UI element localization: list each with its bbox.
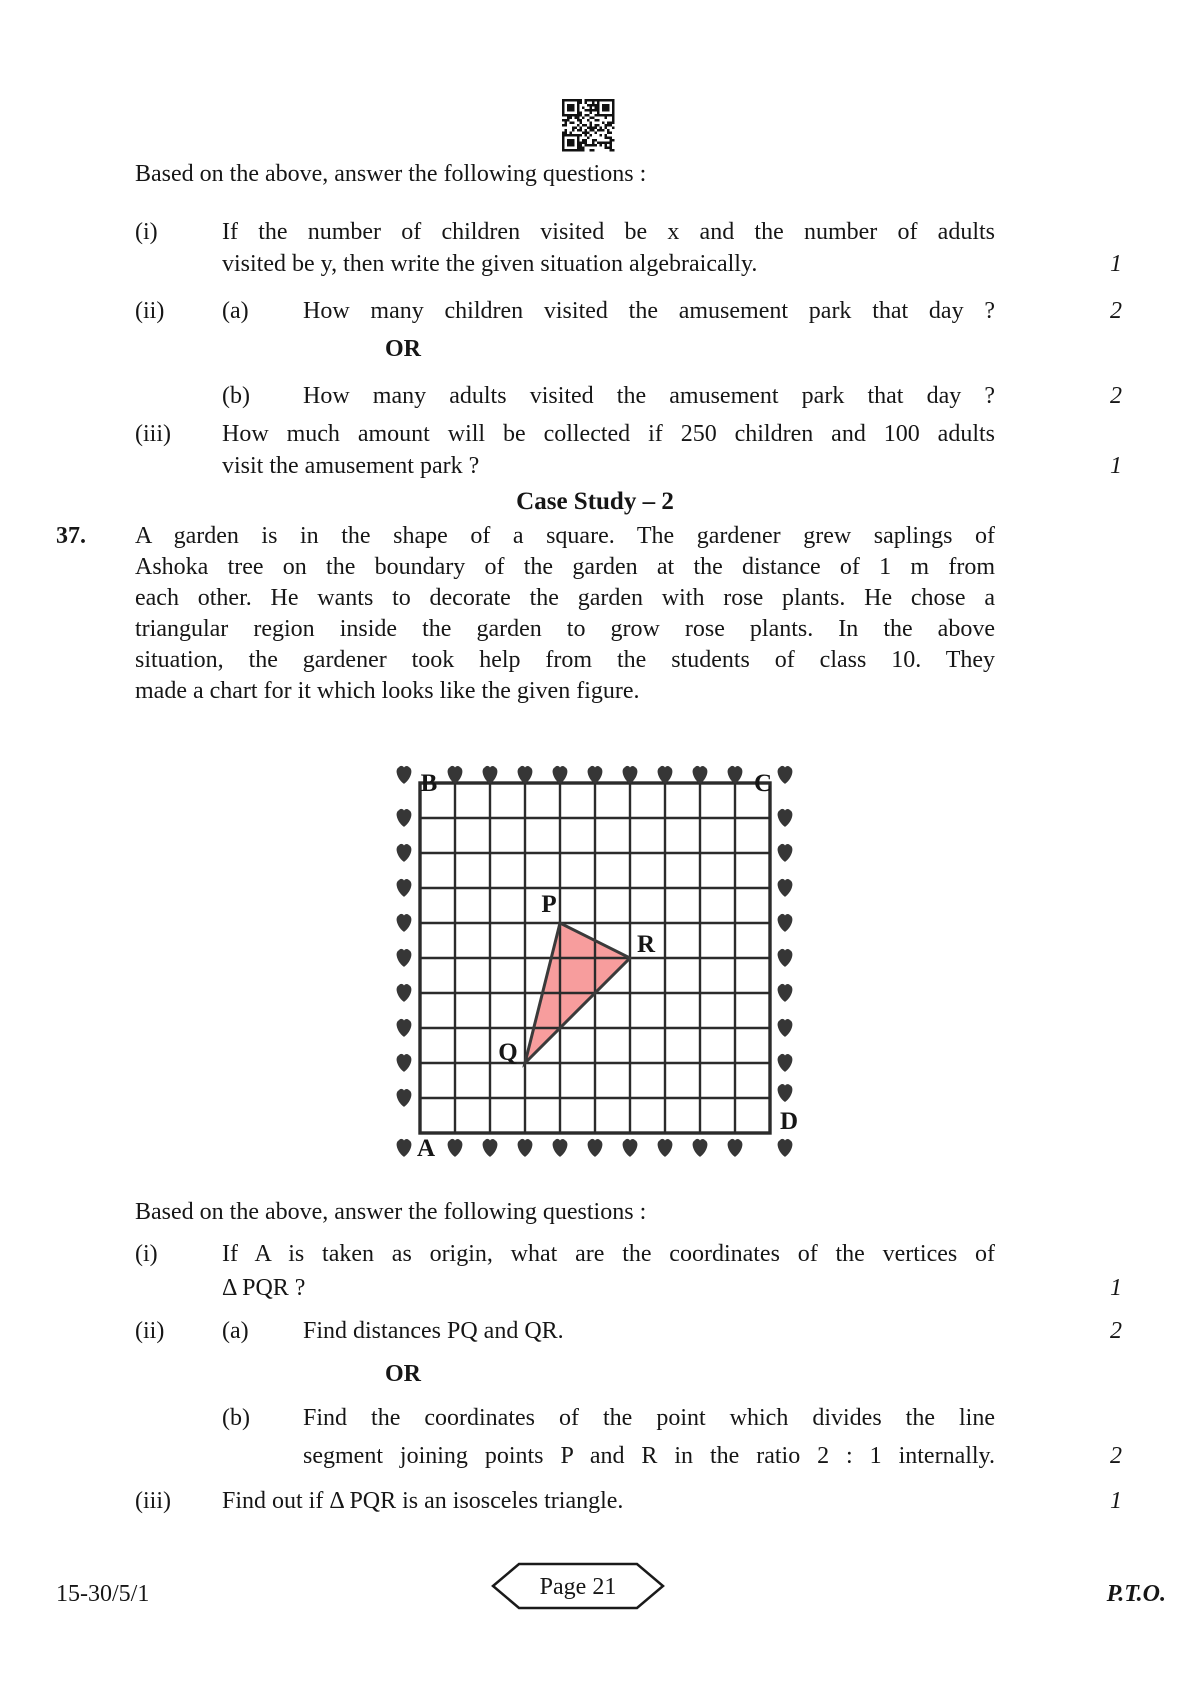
qr-module	[607, 124, 610, 127]
qr-module	[605, 144, 608, 147]
qr-module	[600, 144, 603, 147]
qr-module	[585, 99, 588, 102]
case-study-heading: Case Study – 2	[516, 488, 674, 515]
qr-module	[612, 119, 615, 122]
qr-module	[580, 134, 583, 137]
corner-label-B: B	[420, 770, 438, 797]
tree-icon	[397, 914, 412, 932]
tree-icon	[728, 766, 743, 784]
qr-module	[582, 107, 585, 110]
qr-module	[582, 124, 585, 127]
qr-module	[577, 129, 580, 132]
q-ii-b-label: (b)	[222, 1405, 250, 1431]
qr-module	[590, 112, 593, 115]
qr-module	[580, 149, 583, 152]
qr-module	[585, 114, 588, 117]
qr-module	[610, 144, 613, 147]
qr-module	[582, 139, 585, 142]
qr-module	[585, 109, 588, 112]
qr-module	[607, 142, 610, 145]
qr-module	[605, 142, 608, 145]
qr-module	[605, 137, 608, 140]
q37-line: made a chart for it which looks like the given figure.	[135, 678, 640, 704]
paper-code: 15-30/5/1	[56, 1581, 150, 1607]
q-ii-label: (ii)	[135, 1318, 165, 1344]
q37-line: A garden is in the shape of a square. The gardener grew saplings of	[135, 523, 995, 549]
qr-module	[595, 132, 598, 135]
qr-module	[602, 142, 605, 145]
qr-module	[590, 127, 593, 130]
qr-module	[580, 144, 583, 147]
q-iii-text: Find out if Δ PQR is an isosceles triangle.	[222, 1488, 624, 1514]
qr-module	[585, 124, 588, 127]
q-i-line1: If A is taken as origin, what are the coordinates of the vertices of	[222, 1241, 995, 1267]
qr-module	[592, 104, 595, 107]
qr-module	[592, 102, 595, 105]
qr-module	[570, 122, 573, 125]
qr-module	[582, 149, 585, 152]
qr-module	[610, 142, 613, 145]
qr-module	[612, 127, 615, 130]
q-i-marks: 1	[1110, 251, 1122, 277]
qr-module	[605, 117, 608, 120]
tree-icon	[397, 879, 412, 897]
qr-module	[590, 124, 593, 127]
qr-module	[595, 104, 598, 107]
qr-module	[580, 122, 583, 125]
tree-icon	[553, 766, 568, 784]
tree-icon	[518, 1139, 533, 1157]
qr-module	[587, 119, 590, 122]
tree-icon	[397, 1089, 412, 1107]
tree-icon	[658, 766, 673, 784]
qr-module	[597, 129, 600, 132]
qr-module	[592, 149, 595, 152]
q-ii-a-label: (a)	[222, 298, 249, 324]
q-ii-b-line1: Find the coordinates of the point which divides the line	[303, 1405, 995, 1431]
q-i-label: (i)	[135, 219, 158, 245]
qr-module	[585, 134, 588, 137]
qr-module	[597, 124, 600, 127]
qr-module	[592, 129, 595, 132]
qr-module	[610, 139, 613, 142]
qr-module	[567, 117, 570, 120]
section2-prompt: Based on the above, answer the following questions :	[135, 1199, 647, 1225]
q-i-line2: visited be y, then write the given situation algebraically.	[222, 251, 758, 277]
q-ii-a-text: How many children visited the amusement park that day ?	[303, 298, 995, 324]
qr-module	[595, 99, 598, 102]
qr-module	[565, 122, 568, 125]
tree-icon	[623, 766, 638, 784]
tree-icon	[397, 984, 412, 1002]
tree-icon	[397, 766, 412, 784]
qr-module	[590, 122, 593, 125]
q-iii-marks: 1	[1110, 1488, 1122, 1514]
tree-icon	[483, 766, 498, 784]
tree-icon	[588, 1139, 603, 1157]
qr-module	[582, 132, 585, 135]
qr-module	[590, 109, 593, 112]
qr-module	[607, 147, 610, 150]
qr-module	[587, 99, 590, 102]
qr-module	[605, 134, 608, 137]
vertex-label-R: R	[636, 931, 656, 958]
q-i-line1: If the number of children visited be x and the number of adults	[222, 219, 995, 245]
q-iii-label: (iii)	[135, 421, 171, 447]
tree-icon	[778, 809, 793, 827]
page-number-badge	[489, 1560, 667, 1612]
tree-icon	[728, 1139, 743, 1157]
qr-module	[570, 117, 573, 120]
qr-module	[562, 124, 565, 127]
qr-module	[572, 129, 575, 132]
qr-module	[592, 144, 595, 147]
qr-module	[580, 129, 583, 132]
tree-icon	[778, 1139, 793, 1157]
qr-module	[590, 144, 593, 147]
corner-label-D: D	[779, 1108, 799, 1135]
qr-module	[565, 129, 568, 132]
qr-module	[580, 114, 583, 117]
qr-module	[587, 127, 590, 130]
corner-label-A: A	[416, 1135, 436, 1162]
qr-module	[592, 117, 595, 120]
qr-module	[587, 137, 590, 140]
qr-module	[587, 109, 590, 112]
qr-module	[592, 99, 595, 102]
qr-module	[572, 127, 575, 130]
qr-module	[600, 129, 603, 132]
q-ii-b-label: (b)	[222, 383, 250, 409]
vertex-label-P: P	[541, 891, 557, 918]
qr-module	[592, 127, 595, 130]
pto-label: P.T.O.	[1106, 1581, 1166, 1607]
qr-module	[610, 124, 613, 127]
qr-module	[605, 127, 608, 130]
page-number-label: Page 21	[539, 1574, 617, 1600]
qr-module	[592, 109, 595, 112]
tree-icon	[693, 766, 708, 784]
tree-icon	[553, 1139, 568, 1157]
qr-module	[580, 99, 583, 102]
q-iii-marks: 1	[1110, 453, 1122, 479]
qr-module	[580, 127, 583, 130]
q-iii-label: (iii)	[135, 1488, 171, 1514]
q37-line: triangular region inside the garden to grow rose plants. In the above	[135, 616, 995, 642]
q-ii-b-text: How many adults visited the amusement park that day ?	[303, 383, 995, 409]
qr-module	[605, 124, 608, 127]
qr-module	[590, 99, 593, 102]
q-ii-label: (ii)	[135, 298, 165, 324]
qr-module	[587, 132, 590, 135]
q-i-marks: 1	[1110, 1275, 1122, 1301]
tree-icon	[397, 809, 412, 827]
qr-module	[582, 147, 585, 150]
qr-module	[597, 142, 600, 145]
qr-module	[585, 132, 588, 135]
qr-module	[565, 124, 568, 127]
qr-module	[595, 109, 598, 112]
q-iii-line1: How much amount will be collected if 250 children and 100 adults	[222, 421, 995, 447]
q-ii-b-line2: segment joining points P and R in the ratio 2 : 1 internally.	[303, 1443, 995, 1469]
q-i-line2: Δ PQR ?	[222, 1275, 306, 1301]
tree-icon	[448, 766, 463, 784]
q-ii-a-text: Find distances PQ and QR.	[303, 1318, 564, 1344]
qr-module	[612, 139, 615, 142]
qr-module	[610, 132, 613, 135]
qr-module	[575, 127, 578, 130]
qr-module	[600, 134, 603, 137]
qr-module	[590, 149, 593, 152]
qr-module	[607, 129, 610, 132]
q37-line: situation, the gardener took help from the students of class 10. They	[135, 647, 995, 673]
qr-module	[580, 112, 583, 115]
qr-module	[577, 119, 580, 122]
qr-module	[610, 149, 613, 152]
tree-icon	[778, 879, 793, 897]
tree-icon	[778, 1019, 793, 1037]
qr-module	[580, 102, 583, 105]
qr-module	[572, 122, 575, 125]
q-ii-a-label: (a)	[222, 1318, 249, 1344]
qr-module	[582, 142, 585, 145]
qr-module	[580, 142, 583, 145]
qr-module	[612, 149, 615, 152]
tree-icon	[693, 1139, 708, 1157]
qr-module	[575, 117, 578, 120]
tree-icon	[448, 1139, 463, 1157]
qr-module	[597, 119, 600, 122]
qr-module	[587, 144, 590, 147]
qr-module	[600, 127, 603, 130]
qr-module	[587, 114, 590, 117]
tree-icon	[397, 949, 412, 967]
qr-module	[565, 119, 568, 122]
qr-module	[577, 117, 580, 120]
q-ii-a-marks: 2	[1110, 298, 1122, 324]
qr-module	[595, 119, 598, 122]
qr-module	[595, 107, 598, 110]
tree-icon	[397, 1054, 412, 1072]
corner-label-C: C	[753, 770, 773, 797]
qr-module	[585, 142, 588, 145]
tree-icon	[588, 766, 603, 784]
qr-code	[562, 99, 616, 153]
tree-icon	[483, 1139, 498, 1157]
or-separator-2: OR	[385, 1361, 421, 1387]
qr-module	[585, 144, 588, 147]
qr-module	[577, 124, 580, 127]
tree-icon	[397, 1019, 412, 1037]
tree-icon	[778, 1084, 793, 1102]
q37-number: 37.	[56, 523, 86, 549]
vertex-label-Q: Q	[498, 1039, 518, 1066]
qr-module	[595, 124, 598, 127]
qr-module	[585, 129, 588, 132]
qr-module	[580, 147, 583, 150]
tree-icon	[778, 1054, 793, 1072]
tree-icon	[778, 914, 793, 932]
section1-prompt: Based on the above, answer the following questions :	[135, 161, 647, 187]
tree-icon	[658, 1139, 673, 1157]
tree-icon	[778, 844, 793, 862]
qr-module	[587, 104, 590, 107]
qr-module	[580, 119, 583, 122]
qr-module	[595, 127, 598, 130]
qr-module	[590, 117, 593, 120]
qr-module	[565, 132, 568, 135]
qr-module	[592, 142, 595, 145]
qr-module	[612, 117, 615, 120]
qr-module	[610, 122, 613, 125]
q-ii-a-marks: 2	[1110, 1318, 1122, 1344]
qr-module	[602, 129, 605, 132]
qr-module	[610, 147, 613, 150]
qr-module	[602, 122, 605, 125]
tree-icon	[778, 949, 793, 967]
qr-module	[595, 114, 598, 117]
q-ii-b-marks: 2	[1110, 1443, 1122, 1469]
q37-line: each other. He wants to decorate the garden with rose plants. He chose a	[135, 585, 995, 611]
tree-icon	[623, 1139, 638, 1157]
garden-grid-figure	[365, 733, 815, 1183]
qr-module	[595, 139, 598, 142]
qr-module	[585, 102, 588, 105]
qr-module	[590, 129, 593, 132]
tree-icon	[397, 844, 412, 862]
qr-module	[607, 132, 610, 135]
q-i-label: (i)	[135, 1241, 158, 1267]
qr-module	[600, 142, 603, 145]
qr-module	[562, 132, 565, 135]
tree-icon	[778, 766, 793, 784]
q-iii-line2: visit the amusement park ?	[222, 453, 480, 479]
qr-module	[590, 104, 593, 107]
q37-line: Ashoka tree on the boundary of the garden at the distance of 1 m from	[135, 554, 995, 580]
qr-module	[607, 137, 610, 140]
or-separator-1: OR	[385, 336, 421, 362]
qr-module	[590, 134, 593, 137]
qr-module	[605, 147, 608, 150]
qr-module	[582, 117, 585, 120]
qr-module	[610, 137, 613, 140]
qr-module	[607, 122, 610, 125]
qr-module	[585, 139, 588, 142]
qr-module	[590, 107, 593, 110]
tree-icon	[397, 1139, 412, 1157]
qr-module	[592, 139, 595, 142]
qr-module	[612, 122, 615, 125]
qr-module	[595, 144, 598, 147]
tree-icon	[778, 984, 793, 1002]
q-ii-b-marks: 2	[1110, 383, 1122, 409]
qr-module	[570, 132, 573, 135]
tree-icon	[518, 766, 533, 784]
qr-module	[562, 119, 565, 122]
qr-module	[567, 119, 570, 122]
